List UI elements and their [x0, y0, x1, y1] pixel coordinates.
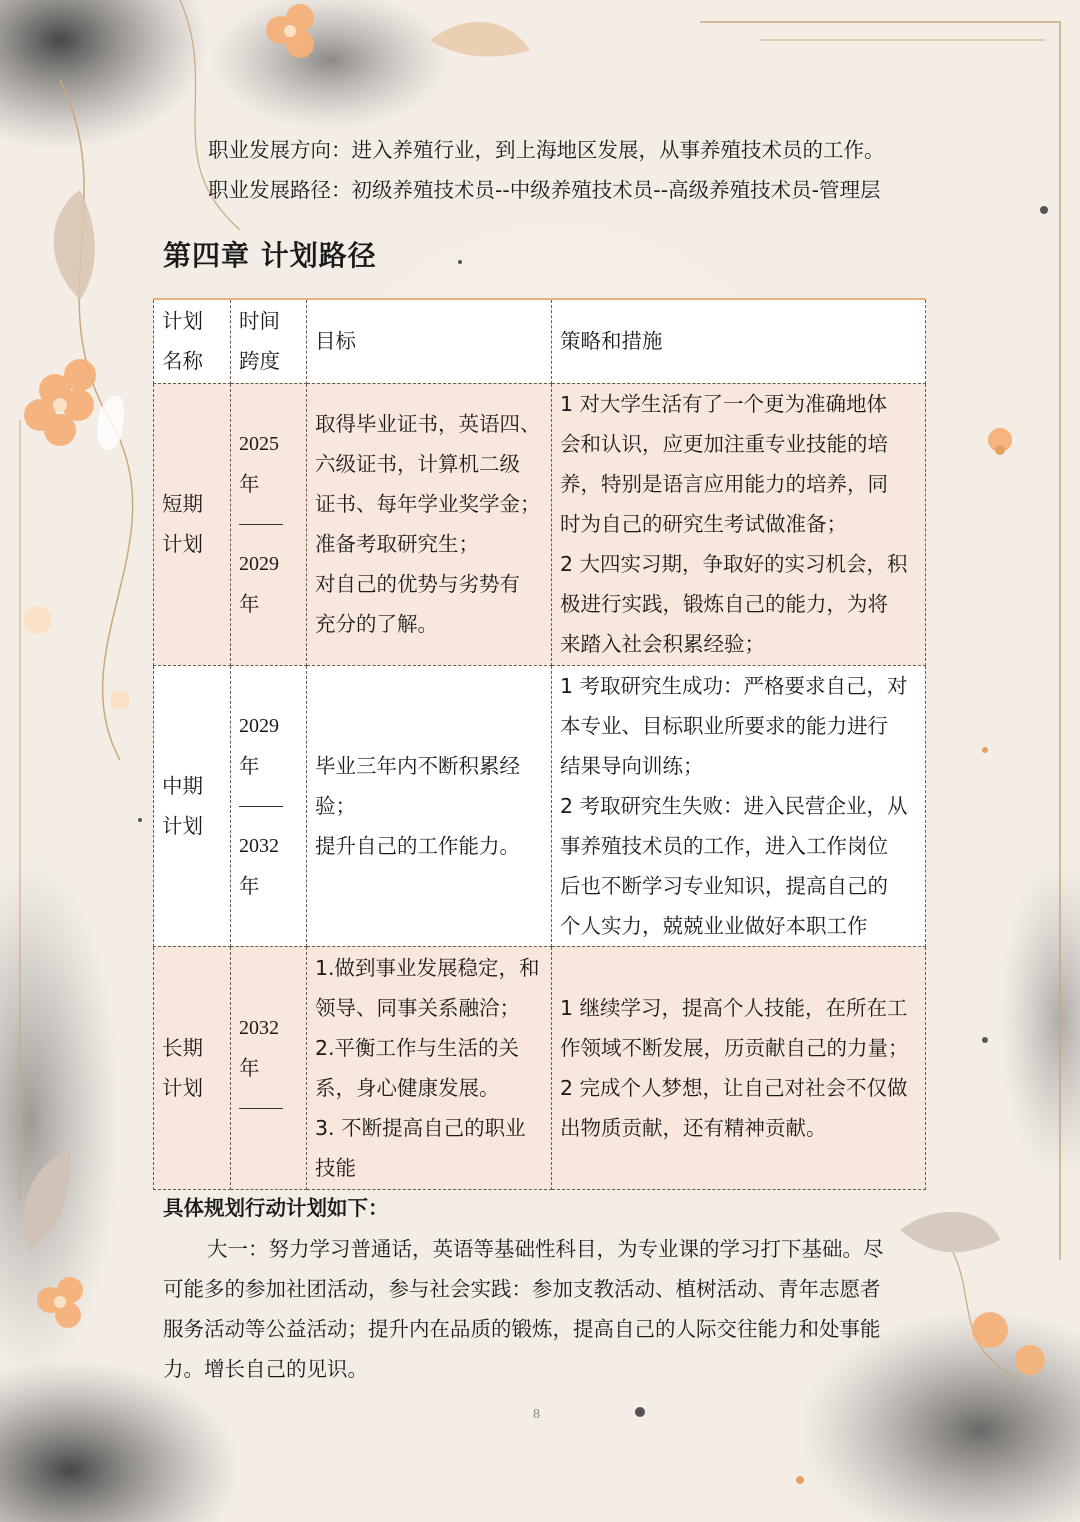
goal-cell: 1.做到事业发展稳定，和 领导、同事关系融洽； 2.平衡工作与生活的关 系，身心健康发展。 3. 不断提高自己的职业 技能	[307, 946, 552, 1189]
strategy-cell: 1 继续学习，提高个人技能，在所在工 作领域不断发展，历贡献自己的力量； 2 完成个人梦想，让自己对社会不仅做 出物质贡献，还有精神贡献。	[552, 946, 926, 1189]
plan-table	[153, 298, 926, 1190]
span-dash	[239, 1108, 283, 1109]
action-plan-line: 力。增长自己的见识。	[163, 1357, 368, 1381]
span-dash	[239, 806, 283, 807]
action-plan-line: 可能多的参加社团活动，参与社会实践：参加支教活动、植树活动、青年志愿者	[163, 1277, 881, 1301]
page-number: 8	[533, 1407, 540, 1422]
action-plan-line: 大一：努力学习普通话，英语等基础性科目，为专业课的学习打下基础。尽	[207, 1237, 884, 1261]
time-span-cell: 2032 年	[231, 946, 307, 1189]
plan-name-cell: 长期 计划	[154, 946, 231, 1189]
table-row-long-term	[154, 946, 926, 1189]
span-dash	[239, 524, 283, 525]
time-span-cell: 2029 年 2032 年	[231, 665, 307, 946]
career-direction: 职业发展方向：进入养殖行业，到上海地区发展，从事养殖技术员的工作。	[208, 138, 885, 162]
plan-name-cell: 中期 计划	[154, 665, 231, 946]
strategy-cell: 1 考取研究生成功：严格要求自己，对 本专业、目标职业所要求的能力进行 结果导向训练； 2 考取研究生失败：进入民营企业，从 事养殖技术员的工作，进入工作岗位 后也不断学习专业知识，提高自己的 个人实力，兢兢业业做好本职工作	[552, 665, 926, 946]
header-goal: 目标	[307, 299, 552, 383]
header-time-span: 时间 跨度	[231, 299, 307, 383]
career-path: 职业发展路径：初级养殖技术员--中级养殖技术员--高级养殖技术员-管理层	[208, 178, 881, 202]
action-plan-heading: 具体规划行动计划如下：	[163, 1196, 389, 1220]
table-row-short-term	[154, 383, 926, 665]
table-header-row	[154, 299, 926, 383]
plan-name-cell: 短期 计划	[154, 383, 231, 665]
goal-cell: 取得毕业证书，英语四、 六级证书，计算机二级 证书、每年学业奖学金； 准备考取研究生； 对自己的优势与劣势有 充分的了解。	[307, 383, 552, 665]
chapter-title: 第四章 计划路径	[163, 239, 377, 272]
strategy-cell: 1 对大学生活有了一个更为准确地体 会和认识，应更加注重专业技能的培 养，特别是语言应用能力的培养，同 时为自己的研究生考试做准备； 2 大四实习期，争取好的实习机会，积 极进行实践，锻炼自己的能力，为将 来踏入社会积累经验；	[552, 383, 926, 665]
action-plan-line: 服务活动等公益活动；提升内在品质的锻炼，提高自己的人际交往能力和处事能	[163, 1317, 881, 1341]
header-strategy: 策略和措施	[552, 299, 926, 383]
table-row-mid-term	[154, 665, 926, 946]
time-span-cell: 2025 年 2029 年	[231, 383, 307, 665]
header-plan-name: 计划 名称	[154, 299, 231, 383]
goal-cell: 毕业三年内不断积累经 验； 提升自己的工作能力。	[307, 665, 552, 946]
